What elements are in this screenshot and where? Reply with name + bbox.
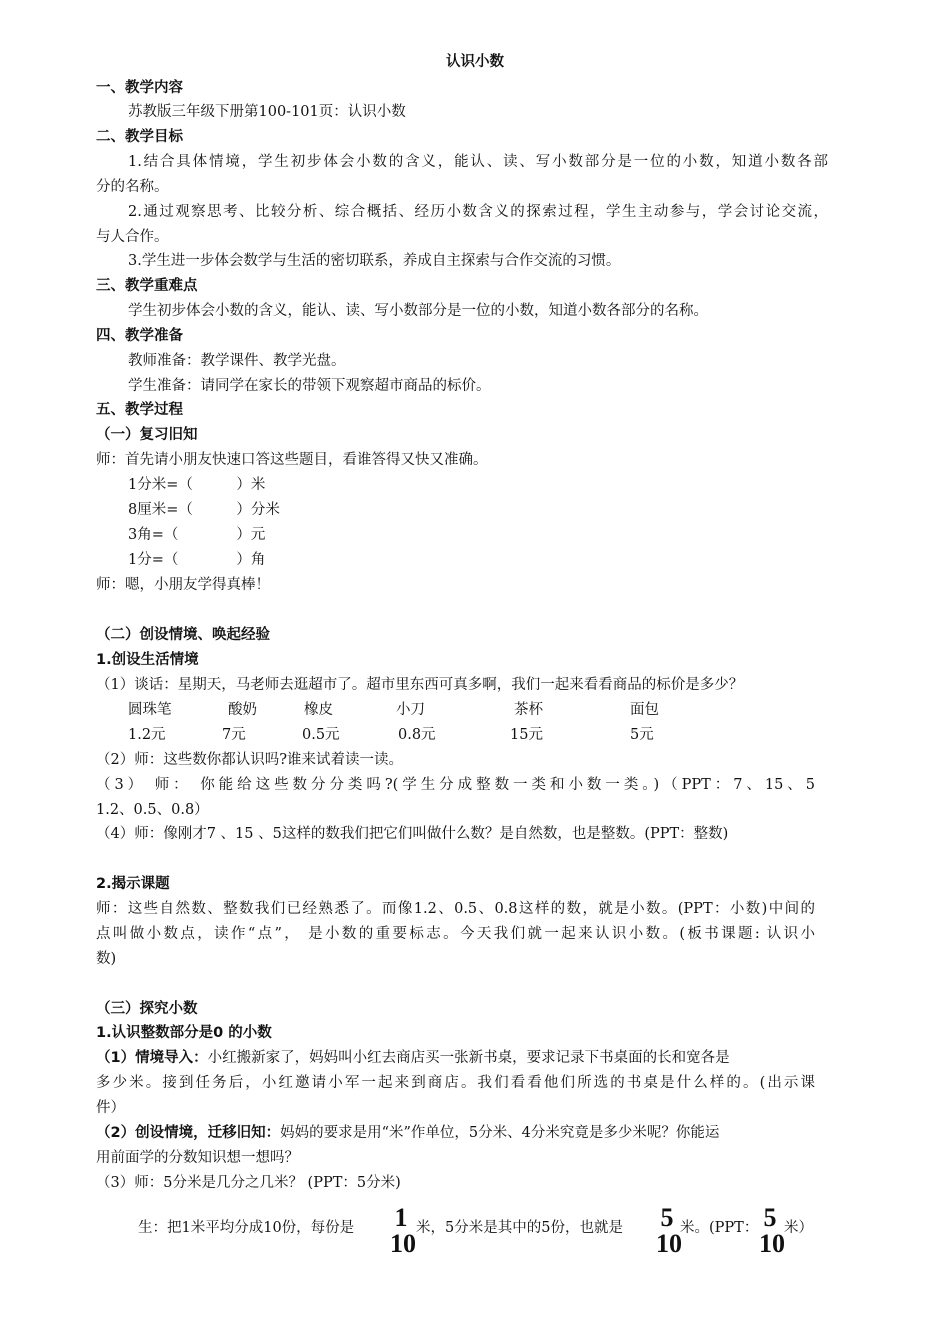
item-price: 0.5元 <box>302 727 340 743</box>
explore-line-2: 多少米。接到任务后，小红邀请小军一起来到商店。我们看看他们所选的书桌是什么样的。(出示课 <box>96 1075 815 1091</box>
fraction-denominator: 10 <box>656 1229 682 1258</box>
item-price: 1.2元 <box>128 727 166 743</box>
situation-line-3b: 1.2、0.5、0.8） <box>96 802 209 818</box>
document-title: 认识小数 <box>446 54 504 70</box>
situation-line-3a: （3） 师： 你能给这些数分分类吗?(学生分成整数一类和小数一类。)（PPT：7、15、5 <box>96 777 815 793</box>
explore-line-4 <box>96 1123 719 1143</box>
review-question-4: 1分=（ ）角 <box>128 552 266 568</box>
review-question-3: 3角=（ ）元 <box>128 527 266 543</box>
item-price: 7元 <box>222 727 246 743</box>
section-heading-process: 五、教学过程 <box>96 402 183 418</box>
item-name: 酸奶 <box>228 702 257 718</box>
explore-text-2: 妈妈的要求是用“米”作单位，5分米、4分米究竟是多少米呢？你能运 <box>280 1125 720 1141</box>
fraction-denominator: 10 <box>390 1229 416 1258</box>
section-heading-key-points: 三、教学重难点 <box>96 278 198 294</box>
review-praise: 师：嗯，小朋友学得真棒！ <box>96 577 270 593</box>
explore-text-1: 小红搬新家了，妈妈叫小红去商店买一张新书桌，要求记录下书桌面的长和宽各是 <box>207 1050 730 1066</box>
situation-line-2: （2）师：这些数你都认识吗?谁来试着读一读。 <box>96 752 403 768</box>
fraction-numerator: 5 <box>763 1203 777 1232</box>
explore-label-2: （2）创设情境，迁移旧知： <box>96 1125 281 1141</box>
reveal-line-3: 数) <box>96 951 117 967</box>
part-2-sub-2: 2.揭示课题 <box>96 876 170 892</box>
part-1-heading: （一）复习旧知 <box>96 427 198 443</box>
goal-2-line-2: 与人合作。 <box>96 229 169 245</box>
item-price: 15元 <box>510 727 543 743</box>
explore-line-1 <box>96 1048 730 1068</box>
review-question-2: 8厘米=（ ）分米 <box>128 502 280 518</box>
fraction-one-tenth <box>390 1203 416 1258</box>
student-answer-part-2: 米，5分米是其中的5份，也就是 <box>416 1220 623 1236</box>
explore-line-6: （3）师：5分米是几分之几米？ (PPT：5分米) <box>96 1175 401 1191</box>
reveal-line-2: 点叫做小数点，读作“点”， 是小数的重要标志。今天我们就一起来认识小数。(板书课题: 认识小 <box>96 926 815 942</box>
fraction-five-tenths-ppt <box>759 1203 785 1258</box>
fraction-numerator: 1 <box>394 1203 408 1232</box>
explore-label-1: （1）情境导入： <box>96 1050 208 1066</box>
goal-3: 3.学生进一步体会数学与生活的密切联系，养成自主探索与合作交流的习惯。 <box>128 253 621 269</box>
fraction-numerator: 5 <box>660 1203 674 1232</box>
item-name: 茶杯 <box>514 702 543 718</box>
part-2-heading: （二）创设情境、唤起经验 <box>96 627 270 643</box>
item-name: 橡皮 <box>304 702 333 718</box>
item-name: 小刀 <box>396 702 425 718</box>
student-answer-part-1: 生：把1米平均分成10份，每份是 <box>138 1220 355 1236</box>
goal-1-line-1: 1.结合具体情境，学生初步体会小数的含义，能认、读、写小数部分是一位的小数，知道小数各部 <box>128 154 828 170</box>
review-question-1: 1分米=（ ）米 <box>128 477 266 493</box>
part-3-heading: （三）探究小数 <box>96 1001 198 1017</box>
item-name: 圆珠笔 <box>128 702 172 718</box>
fraction-denominator: 10 <box>759 1229 785 1258</box>
student-answer-part-4: 米） <box>784 1220 813 1236</box>
part-2-sub-1: 1.创设生活情境 <box>96 652 199 668</box>
item-name: 面包 <box>630 702 659 718</box>
explore-line-3: 件） <box>96 1100 125 1116</box>
situation-line-4: （4）师：像刚才7 、15 、5这样的数我们把它们叫做什么数？是自然数，也是整数。(PPT：整数) <box>96 826 729 842</box>
goal-1-line-2: 分的名称。 <box>96 179 169 195</box>
section-heading-goals: 二、教学目标 <box>96 129 183 145</box>
student-preparation: 学生准备：请同学在家长的带领下观察超市商品的标价。 <box>128 378 491 394</box>
section-heading-content: 一、教学内容 <box>96 80 183 96</box>
fraction-five-tenths <box>656 1203 682 1258</box>
part-3-sub-1: 1.认识整数部分是0 的小数 <box>96 1025 272 1041</box>
review-intro: 师：首先请小朋友快速口答这些题目，看谁答得又快又准确。 <box>96 452 488 468</box>
key-points-text: 学生初步体会小数的含义，能认、读、写小数部分是一位的小数，知道小数各部分的名称。 <box>128 303 708 319</box>
goal-2-line-1: 2.通过观察思考、比较分析、综合概括、经历小数含义的探索过程，学生主动参与，学会讨论交流， <box>128 204 828 220</box>
student-answer-part-3: 米。(PPT： <box>680 1220 759 1236</box>
situation-line-1: （1）谈话：星期天，马老师去逛超市了。超市里东西可真多啊，我们一起来看看商品的标价是多少？ <box>96 677 744 693</box>
teacher-preparation: 教师准备：教学课件、教学光盘。 <box>128 353 346 369</box>
item-price: 5元 <box>630 727 654 743</box>
content-text: 苏教版三年级下册第100-101页：认识小数 <box>128 104 406 120</box>
reveal-line-1: 师：这些自然数、整数我们已经熟悉了。而像1.2、0.5、0.8这样的数，就是小数。(PPT：小数)中间的 <box>96 901 815 917</box>
section-heading-preparation: 四、教学准备 <box>96 328 183 344</box>
item-price: 0.8元 <box>398 727 436 743</box>
explore-line-5: 用前面学的分数知识想一想吗？ <box>96 1150 299 1166</box>
